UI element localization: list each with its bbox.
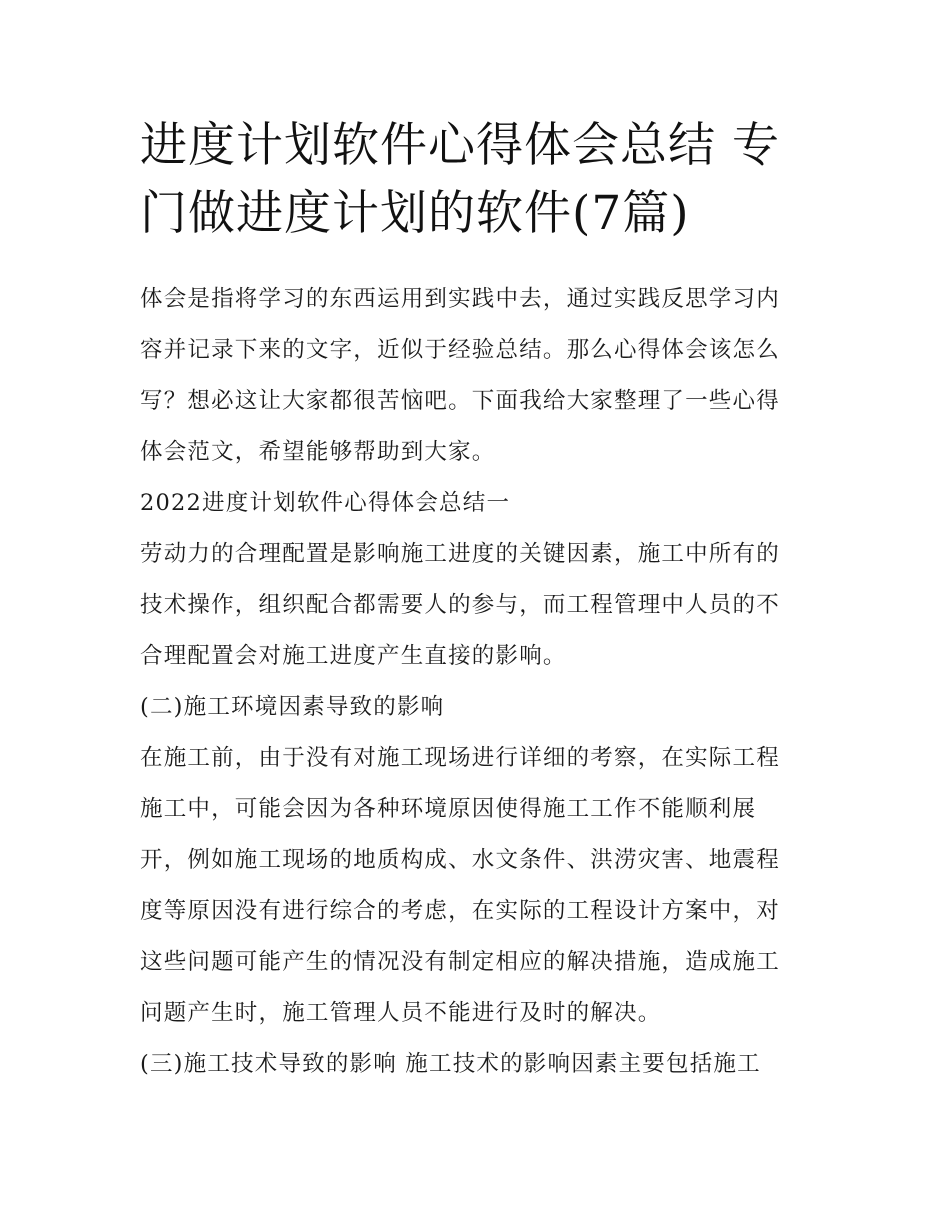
document-title (140, 112, 820, 248)
text-line: 体会范文，希望能够帮助到大家。 (140, 439, 496, 465)
text-line: 开，例如施工现场的地质构成、水文条件、洪涝灾害、地震程 (140, 847, 780, 873)
subsection-heading (140, 682, 820, 733)
intro-paragraph (140, 274, 820, 478)
text-line: 在施工前，由于没有对施工现场进行详细的考察，在实际工程 (140, 745, 780, 771)
text-line: 度等原因没有进行综合的考虑，在实际的工程设计方案中，对 (140, 898, 780, 924)
text-line: (二)施工环境因素导致的影响 (140, 694, 445, 720)
body-paragraph (140, 1039, 820, 1090)
title-line: 门做进度计划的软件(7篇) (140, 186, 690, 241)
document-body (140, 274, 820, 1090)
section-heading (140, 478, 820, 529)
text-line: 体会是指将学习的东西运用到实践中去，通过实践反思学习内 (140, 286, 780, 312)
text-line: 2022进度计划软件心得体会总结一 (140, 490, 511, 516)
text-line: (三)施工技术导致的影响 施工技术的影响因素主要包括施工 (140, 1051, 761, 1077)
text-line: 合理配置会对施工进度产生直接的影响。 (140, 643, 567, 669)
text-line: 问题产生时，施工管理人员不能进行及时的解决。 (140, 1000, 662, 1026)
text-line: 劳动力的合理配置是影响施工进度的关键因素，施工中所有的 (140, 541, 780, 567)
title-line: 进度计划软件心得体会总结 专 (140, 118, 780, 173)
body-paragraph (140, 733, 820, 1039)
text-line: 这些问题可能产生的情况没有制定相应的解决措施，造成施工 (140, 949, 780, 975)
text-line: 施工中，可能会因为各种环境原因使得施工工作不能顺利展 (140, 796, 757, 822)
text-line: 写？想必这让大家都很苦恼吧。下面我给大家整理了一些心得 (140, 388, 780, 414)
text-line: 技术操作，组织配合都需要人的参与，而工程管理中人员的不 (140, 592, 780, 618)
body-paragraph (140, 529, 820, 682)
text-line: 容并记录下来的文字，近似于经验总结。那么心得体会该怎么 (140, 337, 780, 363)
